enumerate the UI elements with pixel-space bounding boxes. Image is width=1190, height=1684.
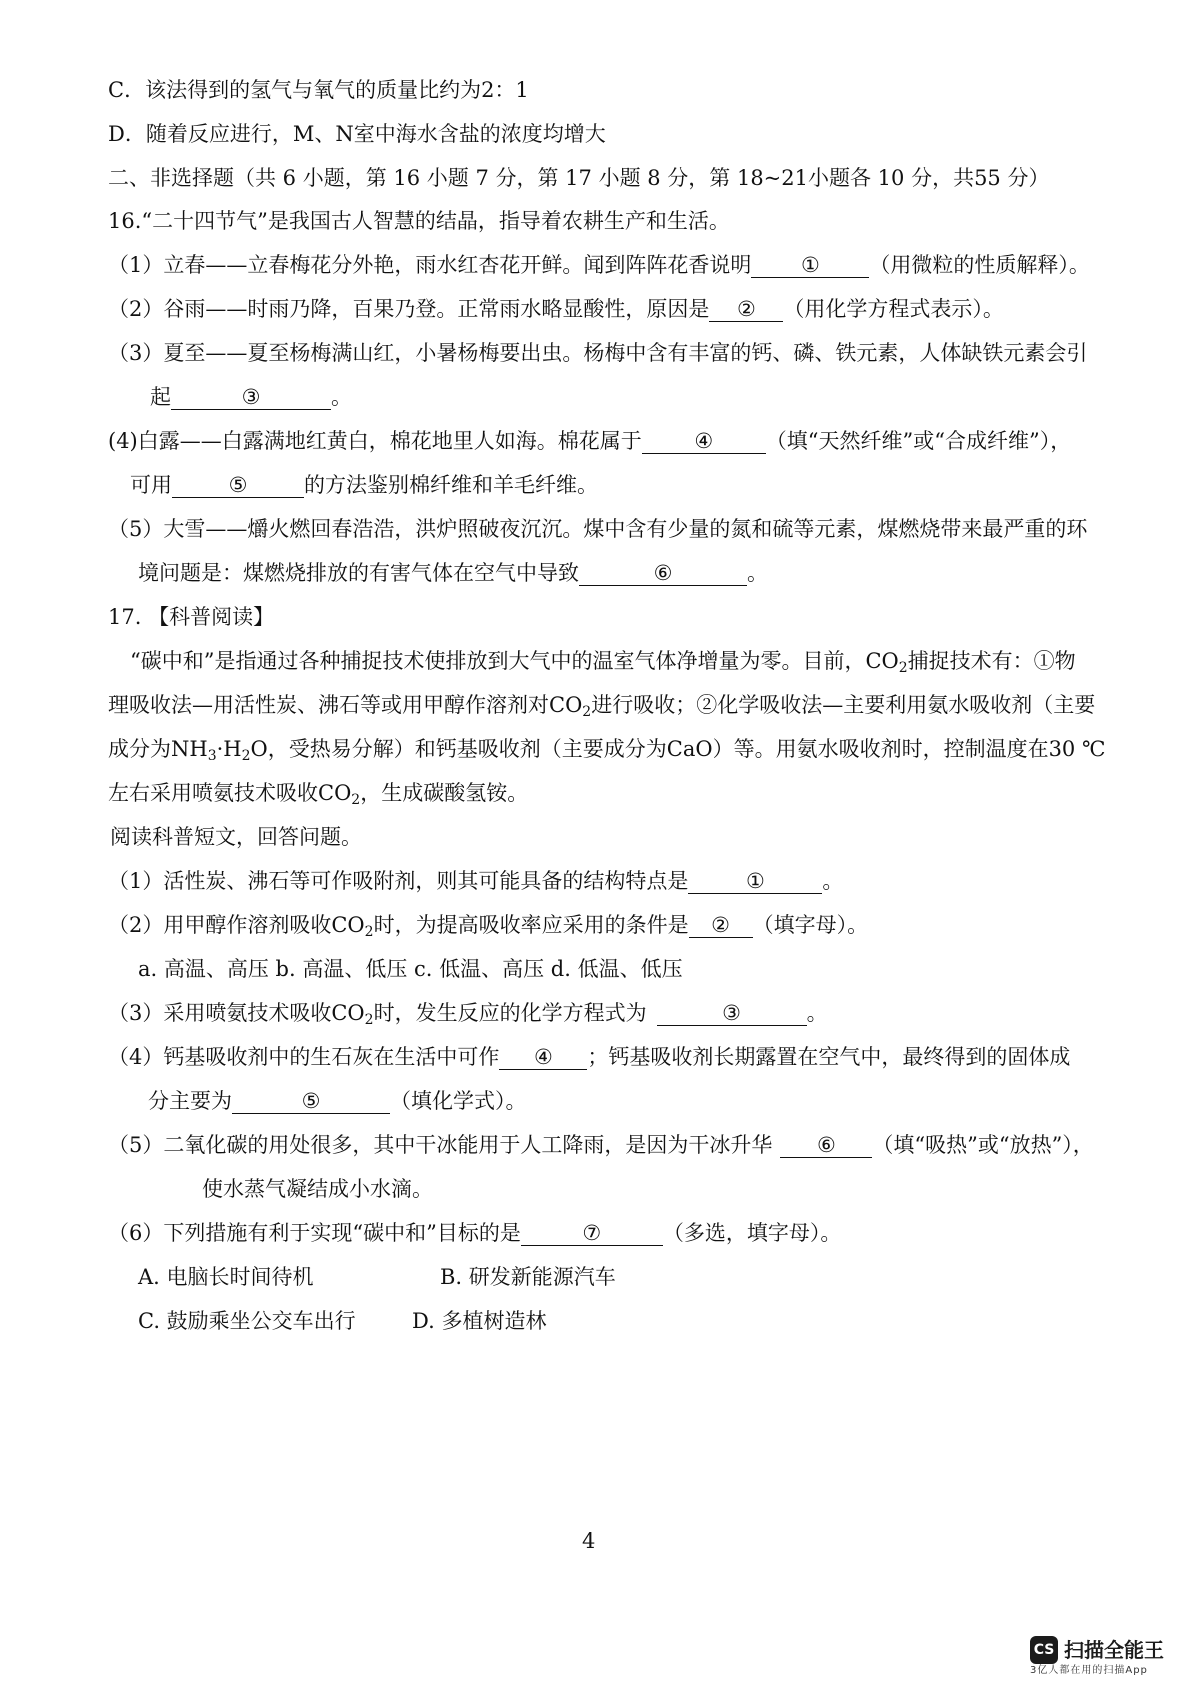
question-17-5-cont: 使水蒸气凝结成小水滴。: [202, 1177, 433, 1201]
answer-blank[interactable]: ④: [499, 1045, 587, 1070]
question-16-1: （1）立春——立春梅花分外艳，雨水红杏花开鲜。闻到阵阵花香说明 ① （用微粒的性质解释）。: [108, 253, 1090, 277]
section-heading: 二、非选择题（共 6 小题，第 16 小题 7 分，第 17 小题 8 分，第 18~21小题各 10 分，共55 分）: [108, 166, 1050, 190]
answer-blank[interactable]: ⑤: [232, 1089, 390, 1114]
answer-blank[interactable]: ②: [709, 297, 783, 322]
option-d: D. 多植树造林: [412, 1309, 547, 1333]
reading-paragraph-line-3: 成分为$NH_3\cdot H_2O$，受热易分解）和钙基吸收剂（主要成分为CaO）等。用氨水吸收剂时，控制温度在30 ℃: [108, 737, 1106, 764]
question-16-5-cont: 境问题是：煤燃烧排放的有害气体在空气中导致 ⑥ 。: [138, 561, 768, 585]
question-16-4: (4)白露——白露满地红黄白，棉花地里人如海。棉花属于 ④ （填“天然纤维”或“合成纤维”），: [108, 429, 1072, 453]
watermark-tagline: 3亿人都在用的扫描App: [1030, 1665, 1148, 1676]
question-17-5: （5）二氧化碳的用处很多，其中干冰能用于人工降雨，是因为干冰升华 ⑥ （填“吸热”或“放热”），: [108, 1133, 1094, 1157]
answer-blank[interactable]: ⑥: [780, 1133, 872, 1158]
page-number: 4: [582, 1529, 596, 1553]
answer-blank[interactable]: ③: [657, 1001, 807, 1026]
watermark-name: 扫描全能王: [1064, 1638, 1164, 1662]
question-17-3: （3）采用喷氨技术吸收$CO_2$时，发生反应的化学方程式为 ③ 。: [108, 1001, 828, 1028]
question-16-3-cont: 起 ③ 。: [150, 385, 352, 409]
answer-blank[interactable]: ⑤: [172, 473, 304, 498]
cs-logo-icon: CS: [1030, 1636, 1058, 1664]
answer-blank[interactable]: ③: [171, 385, 331, 410]
question-16-2: （2）谷雨——时雨乃降，百果乃登。正常雨水略显酸性，原因是 ② （用化学方程式表示）。: [108, 297, 1004, 321]
option-c: C．该法得到的氢气与氧气的质量比约为2：1: [108, 78, 529, 102]
question-17-6: （6）下列措施有利于实现“碳中和”目标的是 ⑦ （多选，填字母）。: [108, 1221, 842, 1245]
reading-paragraph-line-1: “碳中和”是指通过各种捕捉技术使排放到大气中的温室气体净增量为零。目前，$CO_2$捕捉技术有：①物: [130, 649, 1076, 676]
question-17-1: （1）活性炭、沸石等可作吸附剂，则其可能具备的结构特点是 ① 。: [108, 869, 844, 893]
question-17-2-options: a. 高温、高压 b. 高温、低压 c. 低温、高压 d. 低温、低压: [138, 957, 683, 981]
option-c: C. 鼓励乘坐公交车出行: [138, 1309, 356, 1333]
reading-paragraph-line-4: 左右采用喷氨技术吸收$CO_2$，生成碳酸氢铵。: [108, 781, 529, 808]
reading-paragraph-line-2: 理吸收法—用活性炭、沸石等或用甲醇作溶剂对$CO_2$进行吸收；②化学吸收法—主要利用氨水吸收剂（主要: [108, 693, 1096, 720]
question-17-2: （2）用甲醇作溶剂吸收$CO_2$时，为提高吸收率应采用的条件是 ② （填字母）。: [108, 913, 869, 940]
answer-blank[interactable]: ⑦: [521, 1221, 663, 1246]
question-16-4-cont: 可用 ⑤ 的方法鉴别棉纤维和羊毛纤维。: [130, 473, 598, 497]
question-17-4-cont: 分主要为 ⑤ （填化学式）。: [148, 1089, 527, 1113]
option-a: A. 电脑长时间待机: [138, 1265, 314, 1289]
question-16-3: （3）夏至——夏至杨梅满山红，小暑杨梅要出虫。杨梅中含有丰富的钙、磷、铁元素，人体缺铁元素会引: [108, 341, 1088, 365]
answer-blank[interactable]: ①: [688, 869, 822, 894]
answer-blank[interactable]: ②: [689, 913, 753, 938]
question-17-heading: 17. 【科普阅读】: [108, 605, 275, 629]
answer-blank[interactable]: ⑥: [579, 561, 747, 586]
question-16-5: （5）大雪——爝火燃回春浩浩，洪炉照破夜沉沉。煤中含有少量的氮和硫等元素，煤燃烧带来最严重的环: [108, 517, 1088, 541]
question-16-stem: 16.“二十四节气”是我国古人智慧的结晶，指导着农耕生产和生活。: [108, 209, 730, 233]
reading-instruction: 阅读科普短文，回答问题。: [110, 825, 362, 849]
option-b: B. 研发新能源汽车: [440, 1265, 616, 1289]
scanner-watermark: [1030, 1634, 1180, 1678]
option-d: D．随着反应进行，M、N室中海水含盐的浓度均增大: [108, 122, 606, 146]
answer-blank[interactable]: ④: [642, 429, 766, 454]
answer-blank[interactable]: ①: [751, 253, 869, 278]
question-17-4: （4）钙基吸收剂中的生石灰在生活中可作 ④ ；钙基吸收剂长期露置在空气中，最终得到的固体成: [108, 1045, 1071, 1069]
